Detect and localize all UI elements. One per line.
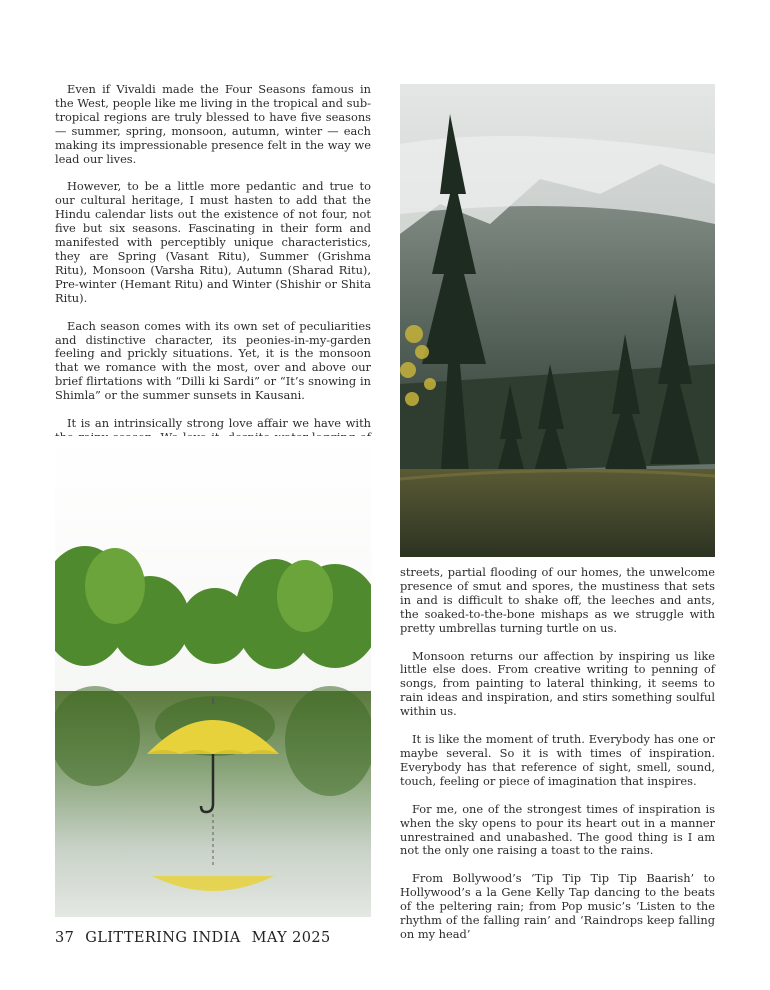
paragraph: It is an intrinsically strong love affair we have with	[67, 416, 371, 431]
paragraph: Monsoon returns our affection by inspiring us like little else does. From creative writing to penning of songs, from painting to lateral thinking, it seems to rain ideas and inspiration, and stirs something soulful within us.	[400, 648, 715, 719]
magazine-name: GLITTERING INDIA	[85, 930, 241, 946]
umbrella-lake-photo	[55, 436, 371, 917]
article-column-right	[400, 566, 715, 956]
page-footer	[55, 930, 337, 946]
paragraph: streets, partial flooding of our homes, the unwelcome presence of smut and spores, the mustiness that sets in and is difficult to shake off, the leeches and ants, the soaked-to-the-bone mishaps as we struggle with pretty umbrellas turning turtle on us.	[400, 565, 715, 635]
paragraph: It is like the moment of truth. Everybody has one or maybe several. So it is with times of inspiration. Everybody has that reference of sight, smell, sound, touch, feeling or piece of imagination that inspires.	[400, 732, 715, 788]
paragraph: However, to be a little more pedantic and true to our cultural heritage, I must hasten to add that the Hindu calendar lists out the existence of not four, not five but six seasons. Fascinating in their form and manifested with perceptibly unique characteristics, they are Spring (Vasant Ritu), Summer (Grishma Ritu), Monsoon (Varsha Ritu), Autumn (Sharad Ritu), Pre-winter (Hemant Ritu) and Winter (Shishir or Shita Ritu).	[55, 179, 371, 305]
paragraph: Each season comes with its own set of peculiarities and distinctive character, its peonies-in-my-garden feeling and prickly situations. Yet, it is the monsoon that we romance with the most, over and above our brief flirtations with “Dilli ki Sardi” or “It’s snowing in Shimla” or the summer sunsets in Kausani.	[55, 318, 371, 403]
page-number: 37	[55, 930, 75, 946]
paragraph: Even if Vivaldi made the Four Seasons famous in the West, people like me living in the tropical and sub-tropical regions are truly blessed to have five seasons — summer, spring, monsoon, autumn, winter — each making its impressionable presence felt in the way we lead our lives.	[55, 82, 371, 166]
issue-date: MAY 2025	[251, 930, 331, 946]
paragraph: For me, one of the strongest times of inspiration is when the sky opens to pour its heart out in a manner unrestrained and unabashed. The good thing is I am not the only one raising a toast to the rains.	[400, 801, 715, 858]
paragraph: From Bollywood’s ‘Tip Tip Tip Tip Baarish’ to Hollywood’s a la Gene Kelly Tap dancing to the beats of the peltering rain; from Pop music’s ‘Listen to the rhythm of the falling rain’ and ‘Raindrops keep falling on my head’	[400, 871, 715, 941]
article-column-left	[55, 83, 371, 473]
forest-mist-photo	[400, 84, 715, 557]
